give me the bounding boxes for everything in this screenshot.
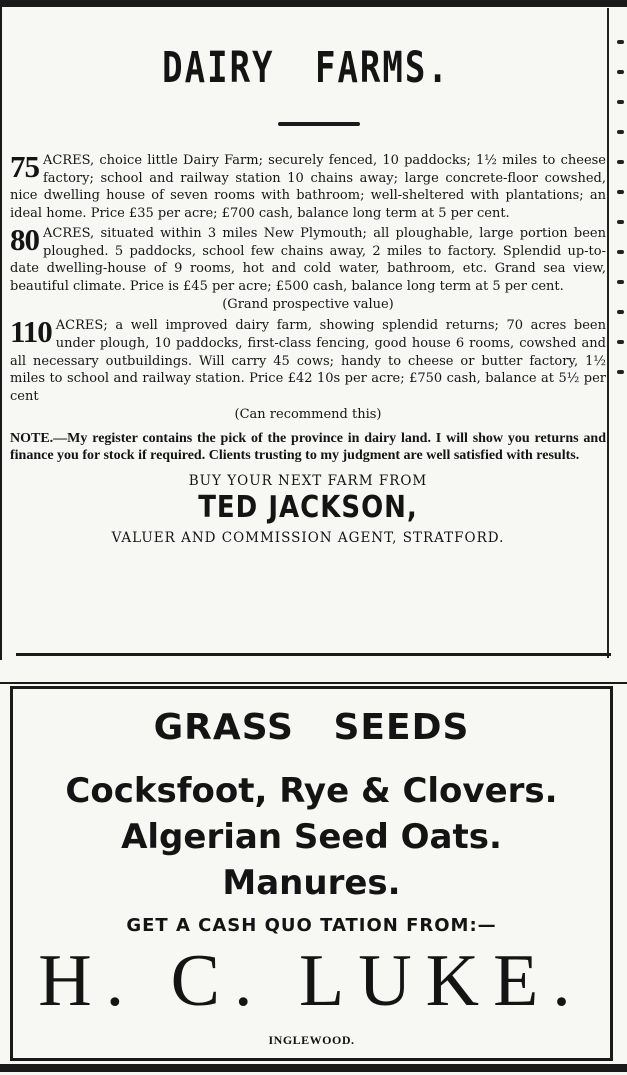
listing-acreage-number: 75 (10, 149, 39, 184)
listing-75 (10, 149, 606, 223)
buy-line: BUY YOUR NEXT FARM FROM (188, 472, 428, 489)
product-line: Cocksfoot, Rye & Clovers. (65, 771, 558, 811)
grass-seeds-advertisement (10, 686, 613, 1061)
listing-80 (10, 221, 606, 314)
agent-name: TED JACKSON, (198, 490, 418, 526)
bottom-border (0, 1064, 627, 1072)
listing-110 (10, 314, 606, 423)
product-line: Algerian Seed Oats. (121, 817, 502, 857)
agent-title: VALUER AND COMMISSION AGENT, STRATFORD. (111, 529, 505, 546)
listing-text: ACRES, choice little Dairy Farm; securely fenced, 10 paddocks; 1½ miles to cheese factory; school and railway station 10 chains away; large concrete-floor cowshed, nice dwelling house of seven rooms with bathroom; well-sheltered with plantations; an ideal home. Price £35 per acre; £700 cash, balance long term at 5 per cent. (10, 153, 606, 222)
adjacent-column-fragment (613, 40, 627, 460)
merchant-town: INGLEWOOD. (268, 1033, 355, 1047)
left-column-rule (0, 0, 2, 660)
quotation-line: GET A CASH QUO TATION FROM:— (126, 915, 497, 936)
heading-divider (278, 122, 360, 126)
listing-note: (Can recommend this) (234, 406, 382, 422)
ad-heading: GRASS SEEDS (153, 707, 470, 748)
listings-body (10, 149, 606, 548)
top-border (0, 0, 627, 7)
ad-heading: DAIRY FARMS. (162, 43, 450, 93)
dairy-farms-advertisement (6, 8, 606, 658)
merchant-name: H. C. LUKE. (38, 940, 585, 1022)
listing-text: ACRES; a well improved dairy farm, showing splendid returns; 70 acres been under plough, 10 paddocks, first-class fencing, good house 6 rooms, cowshed and all necessary outbuildings. Will carry 45 cows; handy to cheese or butter factory, 1½ miles to school and railway station. Price £42 10s per acre; £750 cash, balance at 5½ per cent (10, 318, 606, 405)
section-divider (16, 653, 611, 656)
column-rule (607, 8, 609, 658)
section-divider (0, 682, 627, 684)
listing-acreage-number: 110 (10, 314, 52, 350)
listing-note: (Grand prospective value) (222, 296, 394, 312)
product-line: Manures. (222, 863, 401, 903)
listing-acreage-number: 80 (10, 221, 39, 257)
listing-text: ACRES, situated within 3 miles New Plymouth; all ploughable, large portion been ploughed. 5 paddocks, school few chains away, 2 miles to factory. Splendid up-to-date dwelling-house of 9 rooms, hot and cold water, bathroom, etc. Grand sea view, beautiful climate. Price is £45 per acre; £500 cash, balance long term at 5 per cent. (10, 225, 606, 294)
agent-note: NOTE.—My register contains the pick of the province in dairy land. I will show you returns and finance you for stock if required. Clients trusting to my judgment are well satisfied with results. (10, 430, 606, 464)
